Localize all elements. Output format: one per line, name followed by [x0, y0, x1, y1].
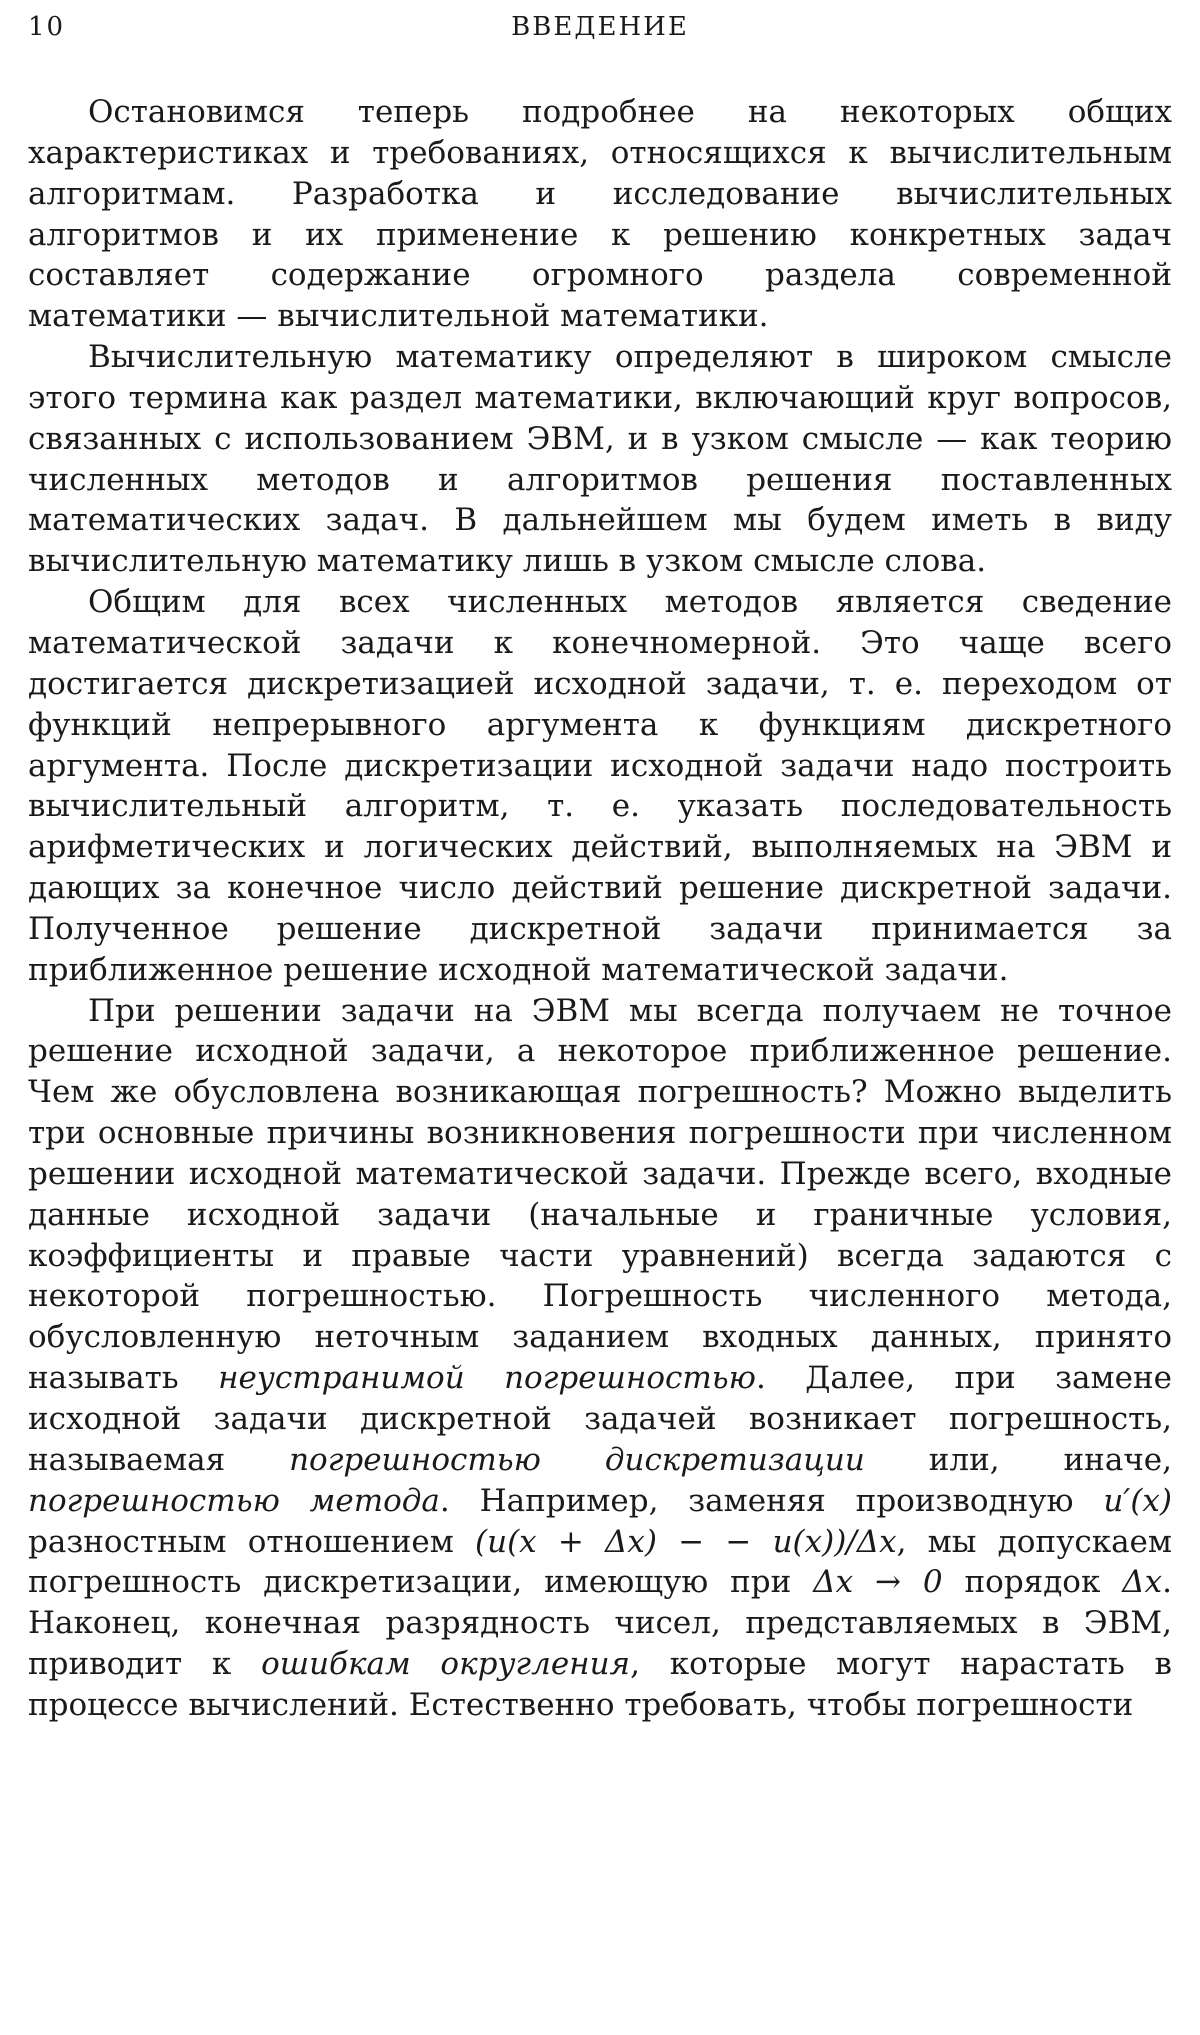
page-header [28, 12, 1172, 56]
paragraph-4-text-3: или, иначе, [864, 1441, 1173, 1478]
math-derivative: u′(x) [1103, 1482, 1173, 1519]
term-rounding-errors: ошибкам округления [261, 1646, 631, 1683]
paragraph-4-text-6: , мы допускаем погрешность дискретизации, имеющую при [28, 1523, 1173, 1601]
math-order: Δx [1122, 1564, 1163, 1601]
paragraph-4 [28, 991, 1172, 1726]
paragraph-2: Вычислительную математику определяют в широком смысле этого термина как раздел математики, включающий круг вопросов, связанных с использованием ЭВМ, и в узком смысле — как теорию численных методов и алгоритмов решения поставленных математических задач. В дальнейшем мы будем иметь в виду вычислительную математику лишь в узком смысле слова. [28, 339, 1172, 580]
term-method-error: погрешностью метода [28, 1482, 440, 1519]
term-discretization-error: погрешностью дискретизации [289, 1441, 865, 1478]
paragraph-4-text-1: При решении задачи на ЭВМ мы всегда получаем не точное решение исходной задачи, а некоторое приближенное решение. Чем же обусловлена возникающая погрешность? Можно выделить три основные причины возникновения погрешности при численном решении исходной математической задачи. Прежде всего, входные данные исходной задачи (начальные и граничные условия, коэффициенты и правые части уравнений) всегда задаются с некоторой погрешностью. Погрешность численного метода, обусловленную неточным заданием входных данных, принято называть [28, 992, 1172, 1397]
paragraph-4-text-7: порядок [942, 1564, 1123, 1601]
running-title: ВВЕДЕНИЕ [511, 12, 689, 42]
paragraph-4-text-5: разностным отношением [28, 1523, 476, 1560]
term-irreducible-error: неустранимой погрешностью [218, 1360, 756, 1397]
book-page [28, 12, 1172, 1726]
paragraph-1: Остановимся теперь подробнее на некоторых общих характеристиках и требованиях, относящихся к вычислительным алгоритмам. Разработка и исследование вычислительных алгоритмов и их применение к решению конкретных задач составляет содержание огромного раздела современной математики — вычислительной математики. [28, 94, 1172, 335]
paragraph-3: Общим для всех численных методов является сведение математической задачи к конечномерной. Это чаще всего достигается дискретизацией исходной задачи, т. е. переходом от функций непрерывного аргумента к функциям дискретного аргумента. После дискретизации исходной задачи надо построить вычислительный алгоритм, т. е. указать последовательность арифметических и логических действий, выполняемых на ЭВМ и дающих за конечное число действий решение дискретной задачи. Полученное решение дискретной задачи принимается за приближенное решение исходной математической задачи. [28, 584, 1172, 988]
math-difference-quotient: (u(x + Δx) − − u(x))/Δx [475, 1523, 897, 1560]
body-text [28, 92, 1172, 1726]
paragraph-4-text-4: . Например, заменяя производную [439, 1482, 1104, 1519]
math-limit: Δx → 0 [813, 1564, 943, 1601]
page-number: 10 [28, 12, 66, 42]
paragraph-4-text-2: . Далее, при замене исходной задачи дискретной задачей возникает погрешность, называемая [28, 1360, 1172, 1478]
paragraph-4-text-8: . Наконец, конечная разрядность чисел, представляемых в ЭВМ, приводит к [28, 1564, 1172, 1683]
paragraph-4-text-9: , которые могут нарастать в процессе вычислений. Естественно требовать, чтобы погрешности [28, 1646, 1173, 1723]
